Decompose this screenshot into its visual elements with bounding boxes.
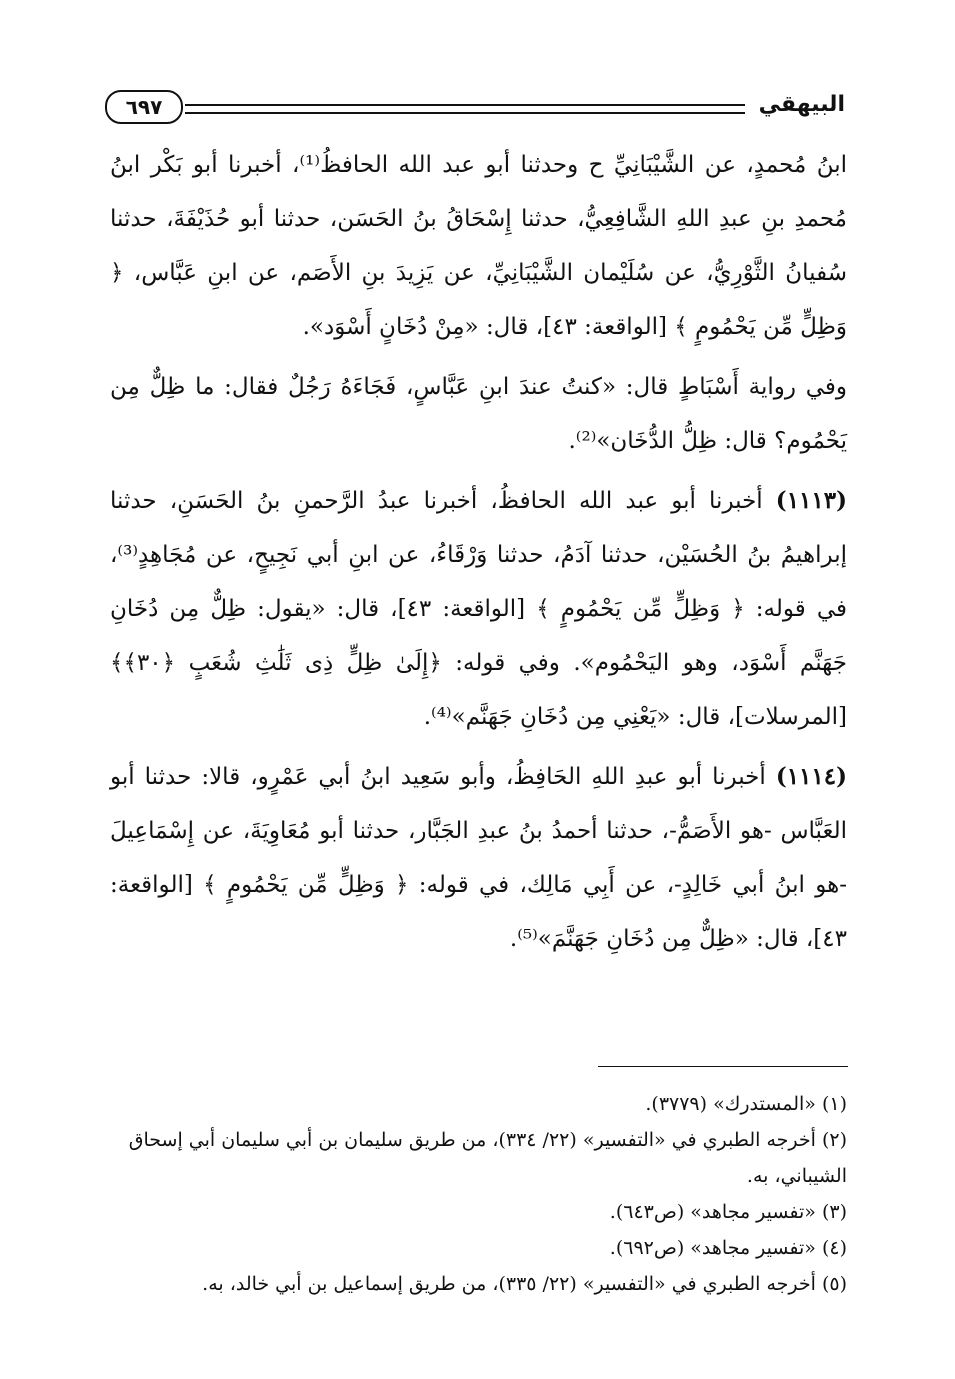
hadith-1114-text: أخبرنا أبو عبدِ اللهِ الحَافِظُ، وأبو سَعِيد ابنُ أبي عَمْرٍو، قالا: حدثنا أبو العَبَّاس -هو الأَصَمُّ-، حدثنا أحمدُ بنُ عبدِ الجَبَّار، حدثنا أبو مُعَاوِيَةَ، عن إِسْمَاعِيلَ -هو ابنُ أبي خَالِدٍ-، عن أَبِي مَالِك، في قوله: ﴿ وَظِلٍّ مِّن يَحْمُومٍ ﴾ [الواقعة: ٤٣]، قال: «ظِلٌّ مِن دُخَانِ جَهَنَّمَ»⁽⁵⁾. (110, 764, 847, 952)
hadith-number: (١١١٤) (775, 763, 848, 790)
paragraph-2-text: وفي رواية أَسْبَاطٍ قال: «كنتُ عندَ ابنِ عَبَّاسٍ، فَجَاءَهُ رَجُلٌ فقال: ما ظِلٌّ مِن يَحْمُوم؟ قال: ظِلُّ الدُّخَان»⁽²⁾. (110, 374, 847, 454)
main-text (110, 138, 847, 966)
footnote-separator (598, 1066, 848, 1067)
paragraph-2 (110, 360, 847, 468)
footnotes (110, 1086, 847, 1302)
footnote-number: (٤) (821, 1237, 847, 1259)
book-title: البيهقي (758, 92, 845, 117)
footnote-2 (110, 1122, 847, 1194)
hadith-1113-text: أخبرنا أبو عبد الله الحافظُ، أخبرنا عبدُ الرَّحمنِ بنُ الحَسَنِ، حدثنا إبراهيمُ بنُ الحُسَيْن، حدثنا آدَمُ، حدثنا وَرْقَاءُ، عن ابنِ أبي نَجِيحٍ، عن مُجَاهِدٍ⁽³⁾، في قوله: ﴿ وَظِلٍّ مِّن يَحْمُومٍ ﴾ [الواقعة: ٤٣]، قال: «يقول: ظِلٌّ مِن دُخَانِ جَهَنَّم أَسْوَد، وهو اليَحْمُوم». وفي قوله: ﴿إِلَىٰ ظِلٍّ ذِى ثَلَٰثِ شُعَبٍ ﴿٣٠﴾﴾ [المرسلات]، قال: «يَعْنِي مِن دُخَانِ جَهَنَّم»⁽⁴⁾. (110, 488, 847, 730)
footnote-text: «المستدرك» (٣٧٧٩). (645, 1093, 816, 1115)
footnote-number: (١) (821, 1093, 847, 1115)
footnote-3 (110, 1194, 847, 1230)
hadith-1114 (110, 750, 847, 966)
footnote-number: (٢) (821, 1129, 847, 1151)
page-number: ٦٩٧ (105, 90, 183, 124)
hadith-1113 (110, 474, 847, 744)
footnote-text: «تفسير مجاهد» (ص٦٩٢). (609, 1237, 816, 1259)
footnote-text: أخرجه الطبري في «التفسير» (٢٢/ ٣٣٥)، من طريق إسماعيل بن أبي خالد، به. (202, 1273, 816, 1295)
paragraph-1-text: ابنُ مُحمدٍ، عن الشَّيْبَانِيِّ ح وحدثنا أبو عبد الله الحافظُ⁽¹⁾، أخبرنا أبو بَكْر ابنُ مُحمدِ بنِ عبدِ اللهِ الشَّافِعِيُّ، حدثنا إِسْحَاقُ بنُ الحَسَن، حدثنا أبو حُذَيْفَةَ، حدثنا سُفيانُ الثَّوْرِيُّ، عن سُلَيْمان الشَّيْبَانِيِّ، عن يَزِيدَ بنِ الأَصَم، عن ابنِ عَبَّاس، ﴿ وَظِلٍّ مِّن يَحْمُومٍ ﴾ [الواقعة: ٤٣]، قال: «مِنْ دُخَانٍ أَسْوَد». (110, 152, 848, 340)
footnote-1 (110, 1086, 847, 1122)
footnote-text: أخرجه الطبري في «التفسير» (٢٢/ ٣٣٤)، من طريق سليمان بن أبي سليمان أبي إسحاق الشيباني، به. (128, 1129, 847, 1187)
hadith-number: (١١١٣) (775, 487, 847, 514)
header-rule (185, 104, 745, 114)
footnote-number: (٥) (821, 1273, 847, 1295)
footnote-number: (٣) (821, 1201, 847, 1223)
footnote-4 (110, 1230, 847, 1266)
footnote-5 (110, 1266, 847, 1302)
footnote-text: «تفسير مجاهد» (ص٦٤٣). (609, 1201, 816, 1223)
page-header (105, 88, 845, 124)
paragraph-1 (110, 138, 847, 354)
